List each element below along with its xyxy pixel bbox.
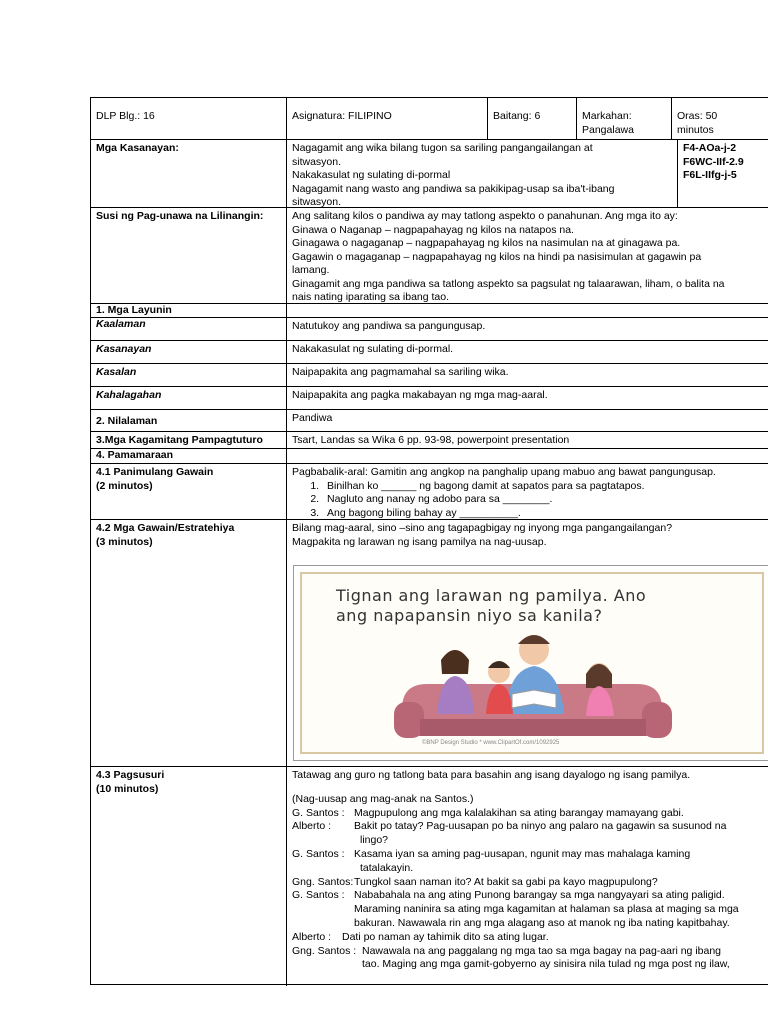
speaker: G. Santos : — [292, 847, 345, 860]
markahan-label: Markahan: — [582, 110, 632, 122]
kasalan-value: Naipapakita ang pagmamahal sa sariling wika. — [292, 366, 509, 378]
utterance: bakuran. Nawawala rin ang mga alagang aso at manok ng iba nating kapitbahay. — [354, 916, 730, 929]
nilalaman-label: 2. Nilalaman — [91, 410, 287, 431]
panimula-row — [91, 464, 768, 520]
susi-line: Gagawin o magaganap – nagpapahayag ng kilos na hindi pa nasisimulan at gagawin pa — [292, 250, 702, 263]
pagsusuri-title: 4.3 Pagsusuri — [96, 769, 165, 781]
utterance: Dati po naman ay tahimik dito sa ating lugar. — [342, 930, 549, 943]
susi-line: Ginawa o Naganap – nagpapahayag ng kilos na natapos na. — [292, 223, 574, 236]
utterance: Nawawala na ang paggalang ng mga tao sa mga bagay na pag-aari ng ibang — [362, 944, 722, 957]
picture-frame — [300, 572, 764, 754]
kagamitan-row — [91, 432, 768, 449]
utterance: lingo? — [360, 834, 389, 847]
dialogue-line — [292, 903, 765, 917]
dlp-number: DLP Blg.: 16 — [91, 98, 287, 139]
competency-codes — [678, 140, 768, 207]
speaker: Alberto : — [292, 820, 332, 833]
pagsusuri-row — [91, 767, 768, 986]
kasanayan-line: sitwasyon. — [292, 155, 342, 168]
family-illustration — [302, 574, 764, 754]
pamamaraan-row — [91, 449, 768, 464]
caption-line: Tignan ang larawan ng pamilya. Ano — [336, 586, 647, 605]
speaker — [292, 917, 354, 931]
panimula-content — [287, 464, 768, 519]
layunin-label: 1. Mga Layunin — [91, 304, 287, 317]
speaker — [292, 862, 354, 876]
utterance: tao. Maging ang mga gamit-gobyerno ay sinisira nila tulad ng mga post ng ilaw, — [362, 958, 730, 971]
dialogue-line — [292, 945, 765, 959]
pagsusuri-label — [91, 767, 287, 986]
oras-label: Oras: 50 — [677, 110, 718, 122]
susi-label: Susi ng Pag-unawa na Lilinangin: — [91, 208, 287, 303]
markahan-value: Pangalawa — [582, 123, 634, 136]
oras-value: minutos — [677, 123, 714, 136]
speaker — [292, 903, 354, 917]
speaker: G. Santos : — [292, 806, 345, 819]
kahalagahan-value: Naipapakita ang pagka makabayan ng mga mag-aaral. — [292, 389, 548, 401]
utterance: Nababahala na ang ating Punong barangay sa mga nangyayari sa ating paligid. — [354, 889, 725, 902]
kasanayan-label: Mga Kasanayan: — [91, 140, 287, 207]
kasanayan-line: sitwasyon. — [292, 196, 342, 207]
speaker — [292, 834, 354, 848]
susi-line: Ginagamit ang mga pandiwa sa tatlong aspekto sa pagsulat ng talaarawan, liham, o balita na — [292, 277, 725, 290]
pamamaraan-empty — [287, 449, 768, 463]
gawain-line: Magpakita ng larawan ng isang pamilya na nag-uusap. — [292, 535, 547, 548]
susi-line: Ang salitang kilos o pandiwa ay may tatlong aspekto o panahunan. Ang mga ito ay: — [292, 210, 678, 222]
dialogue — [292, 807, 765, 973]
kasalan-row — [91, 364, 768, 387]
susi-row — [91, 208, 768, 304]
pagsusuri-intro: Tatawag ang guro ng tatlong bata para basahin ang isang dayalogo ng isang pamilya. — [292, 769, 691, 781]
family-picture — [293, 565, 768, 761]
pamamaraan-label: 4. Pamamaraan — [91, 449, 287, 463]
list-item: 3. Ang bagong biling bahay ay __________. — [322, 507, 765, 520]
oras — [672, 98, 768, 139]
panimula-list — [292, 480, 765, 520]
utterance: tatalakayin. — [360, 861, 414, 874]
panimula-time: (2 minutos) — [96, 479, 153, 492]
kasanayan-layunin-row — [91, 341, 768, 364]
dialogue-line — [292, 917, 765, 931]
kasanayan-line: Nakakasulat ng sulating di-pormal — [292, 169, 451, 181]
kagamitan-value: Tsart, Landas sa Wika 6 pp. 93-98, powerpoint presentation — [292, 434, 570, 446]
markahan — [577, 98, 672, 139]
kasanayan-row — [91, 140, 768, 208]
kaalaman-value: Natutukoy ang pandiwa sa pangungusap. — [292, 320, 486, 332]
dialogue-line — [292, 931, 765, 945]
kasalan-label: Kasalan — [91, 364, 287, 386]
competency-code: F6WC-IIf-2.9 — [683, 155, 744, 168]
gawain-title: 4.2 Mga Gawain/Estratehiya — [96, 522, 235, 534]
caption-line: ang napapansin niyo sa kanila? — [336, 606, 603, 625]
layunin-row — [91, 304, 768, 318]
susi-line: nais nating iparating sa ibang tao. — [292, 291, 450, 303]
dialogue-line — [292, 807, 765, 821]
speaker: Gng. Santos: — [292, 875, 354, 888]
susi-text — [287, 208, 768, 303]
nilalaman-row — [91, 410, 768, 432]
dialogue-line — [292, 820, 765, 834]
pagsusuri-time: (10 minutos) — [96, 782, 159, 795]
susi-line: lamang. — [292, 264, 330, 276]
utterance: Kasama iyan sa aming pag-uusapan, ngunit may mas mahalaga kaming — [354, 847, 691, 860]
gawain-time: (3 minutos) — [96, 535, 153, 548]
dialogue-line — [292, 958, 765, 972]
kaalaman-row — [91, 318, 768, 341]
picture-credit: ©BNP Design Studio * www.ClipartOf.com/1092925 — [422, 740, 560, 746]
dialogue-line — [292, 876, 765, 890]
kasanayan-line: Nagagamit nang wasto ang pandiwa sa pakikipag-usap sa iba't-ibang — [292, 182, 615, 195]
utterance: Maraming naninira sa ating mga kagamitan at halaman sa plasa at maging sa mga — [354, 903, 739, 916]
list-item: 1. Binilhan ko ______ ng bagong damit at sapatos para sa pagtatapos. — [322, 480, 765, 494]
layunin-empty — [287, 304, 768, 317]
lesson-plan-table — [90, 97, 768, 985]
nilalaman-value: Pandiwa — [292, 412, 333, 424]
speaker: G. Santos : — [292, 889, 345, 902]
kahalagahan-label: Kahalagahan — [91, 387, 287, 409]
susi-line: Ginagawa o nagaganap – nagpapahayag ng kilos na nasimulan na at ginagawa pa. — [292, 237, 681, 249]
kasanayan-layunin-value: Nakakasulat ng sulating di-pormal. — [292, 343, 454, 355]
kasanayan-text — [287, 140, 678, 207]
kaalaman-label: Kaalaman — [91, 318, 287, 340]
utterance: Bakit po tatay? Pag-uusapan po ba ninyo ang palaro na gagawin sa susunod na — [354, 820, 727, 833]
kagamitan-label: 3.Mga Kagamitang Pampagtuturo — [91, 432, 287, 448]
pagsusuri-content — [287, 767, 768, 986]
header-row — [91, 98, 768, 140]
kasanayan-layunin-label: Kasanayan — [91, 341, 287, 363]
speaker: Alberto : — [292, 930, 332, 943]
panimula-intro: Pagbabalik-aral: Gamitin ang angkop na panghalip upang mabuo ang bawat pangungusap. — [292, 466, 716, 478]
dialogue-line — [292, 862, 765, 876]
baitang: Baitang: 6 — [488, 98, 577, 139]
speaker — [292, 958, 362, 972]
utterance: Tungkol saan naman ito? At bakit sa gabi pa kayo magpupulong? — [354, 875, 658, 888]
dialogue-line — [292, 848, 765, 862]
panimula-title: 4.1 Panimulang Gawain — [96, 466, 214, 478]
pagsusuri-note: (Nag-uusap ang mag-anak na Santos.) — [292, 792, 474, 805]
gawain-label — [91, 520, 287, 766]
panimula-label — [91, 464, 287, 519]
utterance: Magpupulong ang mga kalalakihan sa ating barangay mamayang gabi. — [354, 806, 684, 819]
kasanayan-line: Nagagamit ang wika bilang tugon sa sariling pangangailangan at — [292, 142, 593, 154]
competency-code: F6L-IIfg-j-5 — [683, 169, 737, 181]
kahalagahan-row — [91, 387, 768, 410]
competency-code: F4-AOa-j-2 — [683, 142, 737, 154]
dialogue-line — [292, 834, 765, 848]
gawain-line: Bilang mag-aaral, sino –sino ang tagapagbigay ng inyong mga pangangailangan? — [292, 522, 673, 534]
asignatura: Asignatura: FILIPINO — [287, 98, 488, 139]
list-item: 2. Nagluto ang nanay ng adobo para sa ________. — [322, 493, 765, 507]
speaker: Gng. Santos : — [292, 944, 357, 957]
dialogue-line — [292, 889, 765, 903]
